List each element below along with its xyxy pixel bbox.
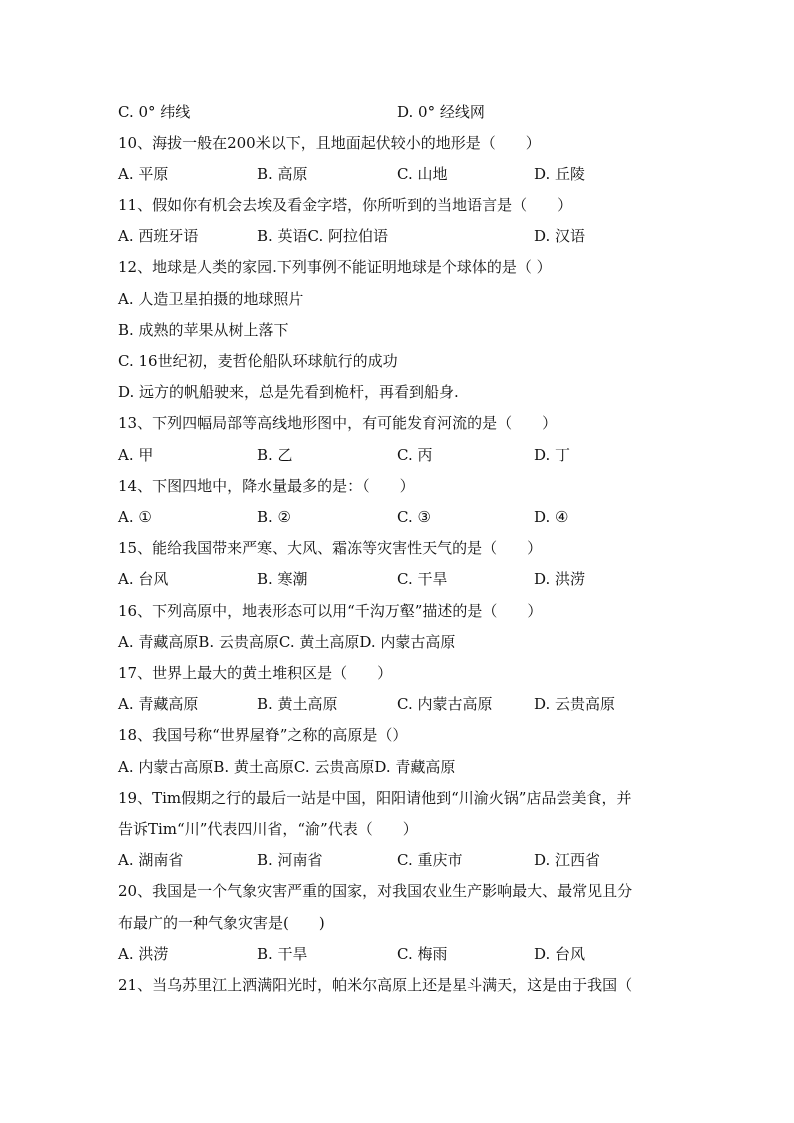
q14-stem: 14、下图四地中，降水量最多的是：（ ） [118,477,415,495]
q12-option-d: D. 远方的帆船驶来，总是先看到桅杆，再看到船身. [118,383,459,401]
q16-options-row: A. 青藏高原B. 云贵高原C. 黄土高原D. 内蒙古高原 [118,633,456,651]
option-b: B. 乙 [257,446,293,464]
q12-option-a: A. 人造卫星拍摄的地球照片 [118,290,304,308]
option-c: C. 梅雨 [397,945,448,963]
q10-stem: 10、海拔一般在200米以下，且地面起伏较小的地形是（ ） [118,134,541,152]
option-c: C. 0° 纬线 [118,103,191,121]
q20-stem-line1: 20、我国是一个气象灾害严重的国家，对我国农业生产影响最大、最常见且分 [118,882,633,900]
option-d: D. 丁 [534,446,571,464]
option-d: D. 江西省 [534,851,601,869]
q16-stem: 16、下列高原中，地表形态可以用“千沟万壑”描述的是（ ） [118,602,543,620]
q18-stem: 18、我国号称“世界屋脊”之称的高原是（） [118,726,408,744]
option-b: B. ② [257,508,292,526]
option-b: B. 黄土高原 [257,695,338,713]
option-a: A. 洪涝 [118,945,169,963]
option-d: D. 汉语 [534,227,586,245]
q19-stem-line2: 告诉Tim“川”代表四川省，“渝”代表（ ） [118,820,418,838]
option-d: D. 0° 经线网 [397,103,485,121]
option-b: B. 高原 [257,165,308,183]
option-d: D. 丘陵 [534,165,586,183]
option-c: C. 山地 [397,165,448,183]
q15-stem: 15、能给我国带来严寒、大风、霜冻等灾害性天气的是（ ） [118,539,543,557]
option-b: B. 干旱 [257,945,308,963]
option-a: A. 甲 [118,446,154,464]
option-d: D. 洪涝 [534,570,586,588]
q18-options-row: A. 内蒙古高原B. 黄土高原C. 云贵高原D. 青藏高原 [118,758,456,776]
option-a: A. ① [118,508,152,526]
q21-stem: 21、当乌苏里江上洒满阳光时，帕米尔高原上还是星斗满天，这是由于我国（ [118,976,633,994]
option-d: D. ④ [534,508,569,526]
q11-stem: 11、假如你有机会去埃及看金字塔，你所听到的当地语言是（ ） [118,196,573,214]
option-a: A. 平原 [118,165,169,183]
option-c: C. 干旱 [397,570,448,588]
q17-stem: 17、世界上最大的黄土堆积区是（ ） [118,664,393,682]
option-b: B. 河南省 [257,851,323,869]
option-c: C. 丙 [397,446,433,464]
option-a: A. 青藏高原 [118,695,199,713]
option-a: A. 湖南省 [118,851,184,869]
q20-stem-line2: 布最广的一种气象灾害是( ) [118,914,325,932]
option-c: C. 内蒙古高原 [397,695,493,713]
option-d: D. 云贵高原 [534,695,616,713]
option-bc: B. 英语C. 阿拉伯语 [257,227,389,245]
option-b: B. 寒潮 [257,570,308,588]
option-d: D. 台风 [534,945,586,963]
q19-stem-line1: 19、Tim假期之行的最后一站是中国，阳阳请他到“川渝火锅”店品尝美食，并 [118,789,632,807]
option-c: C. 重庆市 [397,851,463,869]
option-c: C. ③ [397,508,431,526]
q13-stem: 13、下列四幅局部等高线地形图中，有可能发育河流的是（ ） [118,414,558,432]
q12-stem: 12、地球是人类的家园.下列事例不能证明地球是个球体的是（ ） [118,258,552,276]
q12-option-c: C. 16世纪初，麦哲伦船队环球航行的成功 [118,352,398,370]
option-a: A. 西班牙语 [118,227,199,245]
option-a: A. 台风 [118,570,169,588]
q12-option-b: B. 成熟的苹果从树上落下 [118,321,289,339]
